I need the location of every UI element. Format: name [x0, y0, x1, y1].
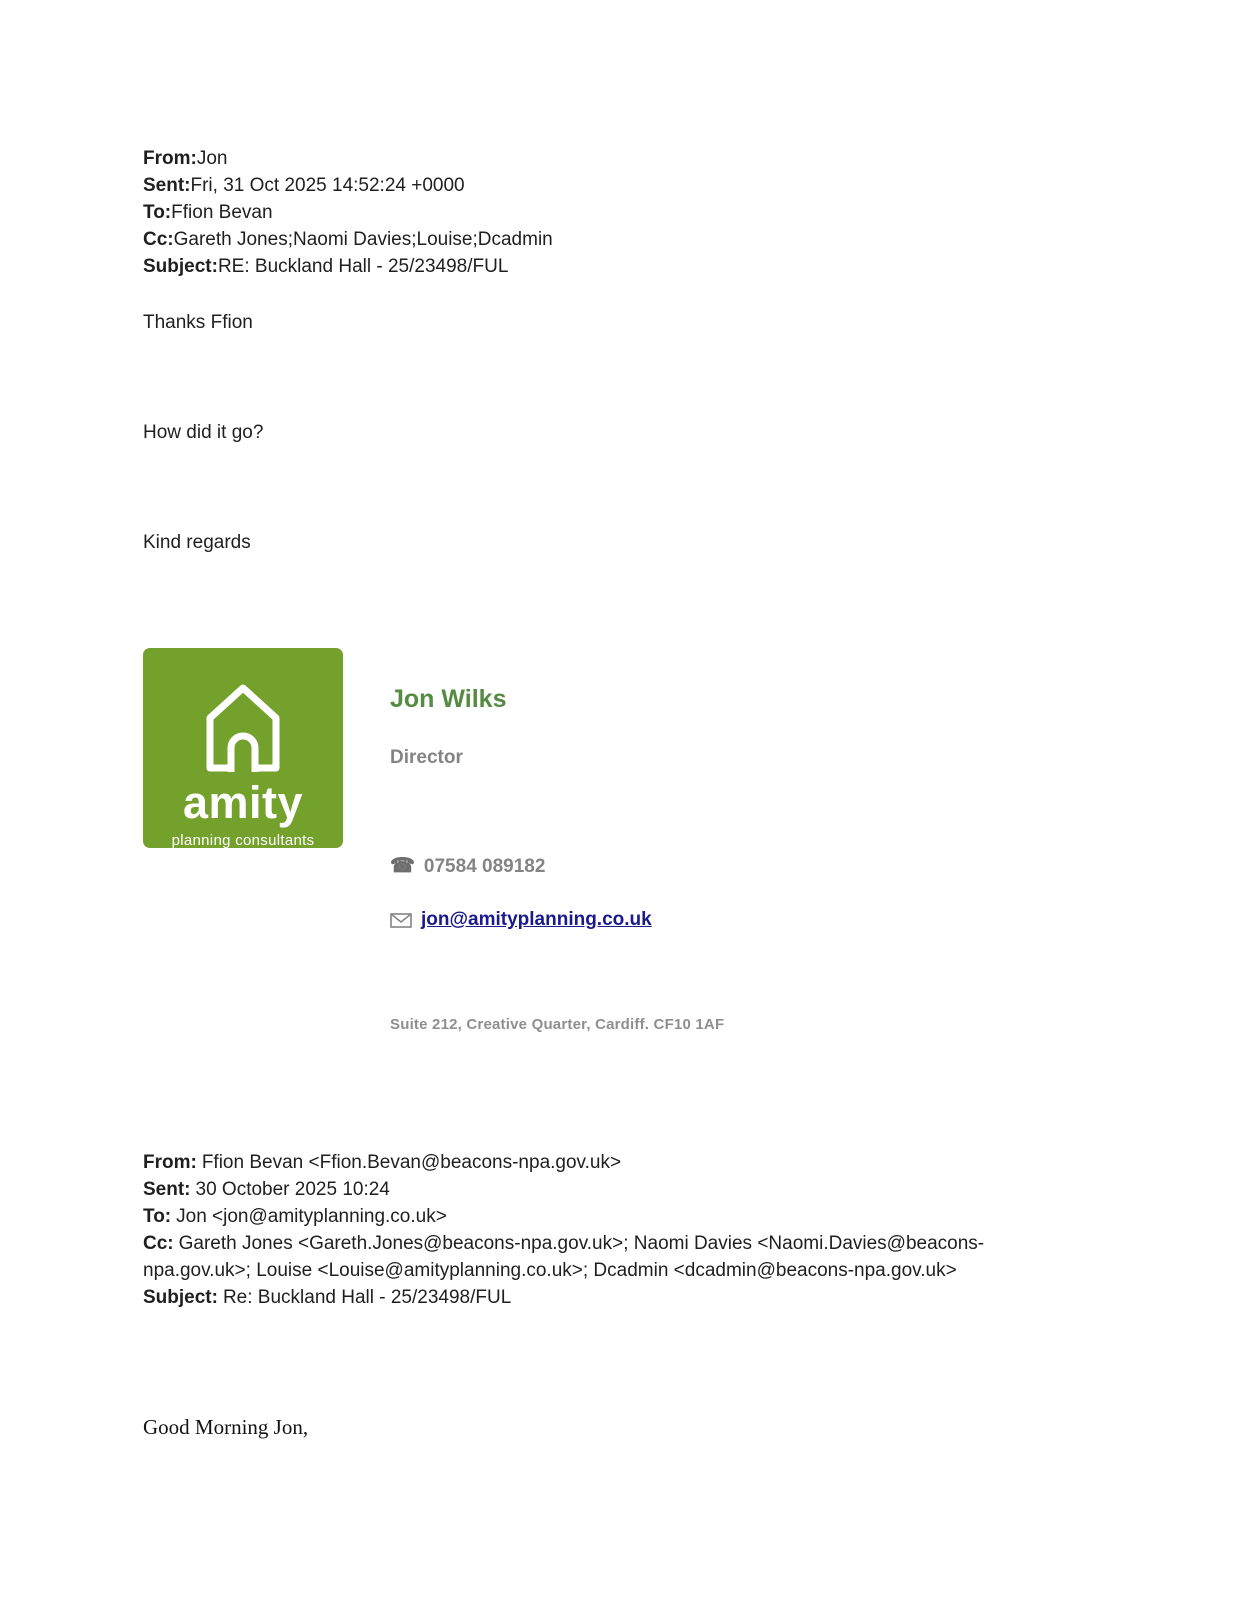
header-line-from	[143, 145, 1023, 172]
header-value: 30 October 2025 10:24	[195, 1179, 390, 1200]
header-label: Sent:	[143, 1179, 191, 1200]
phone-icon: ☎	[390, 855, 415, 877]
header-label: To:	[143, 202, 172, 223]
signature-email-line	[390, 909, 724, 931]
email-link[interactable]: jon@amityplanning.co.uk	[421, 909, 652, 930]
header-line-subject	[143, 1284, 1023, 1311]
signature-phone-line	[390, 853, 724, 878]
header-value: Gareth Jones;Naomi Davies;Louise;Dcadmin	[173, 229, 553, 250]
email2-greeting: Good Morning Jon,	[143, 1415, 309, 1439]
header-value: Jon <jon@amityplanning.co.uk>	[176, 1206, 447, 1227]
header-value: Re: Buckland Hall - 25/23498/FUL	[222, 1287, 512, 1308]
header-label: From:	[143, 1152, 197, 1173]
house-icon	[193, 680, 293, 775]
header-value: Ffion Bevan <Ffion.Bevan@beacons-npa.gov.uk>	[201, 1152, 622, 1173]
signature-details	[390, 648, 724, 1033]
email1-paragraph-question: How did it go?	[143, 422, 264, 443]
header-label: Cc:	[143, 229, 174, 250]
header-label: Subject:	[143, 1287, 218, 1308]
phone-number: 07584 089182	[423, 856, 546, 877]
header-line-cc	[143, 226, 1023, 253]
header-value: RE: Buckland Hall - 25/23498/FUL	[217, 256, 509, 277]
envelope-icon	[390, 913, 412, 928]
logo-tagline: planning consultants	[171, 832, 315, 849]
header-line-cc	[143, 1230, 1023, 1284]
header-label: To:	[143, 1206, 172, 1227]
header-line-to	[143, 1203, 1023, 1230]
header-line-to	[143, 199, 1023, 226]
email1-paragraph-regards: Kind regards	[143, 532, 251, 553]
signature-name: Jon Wilks	[390, 685, 507, 713]
signature-address: Suite 212, Creative Quarter, Cardiff. CF10 1AF	[390, 1016, 725, 1033]
header-line-sent	[143, 172, 1023, 199]
header-value: Ffion Bevan	[171, 202, 273, 223]
email1-header	[143, 145, 1023, 280]
signature-block	[143, 648, 1023, 1033]
header-line-from	[143, 1149, 1023, 1176]
header-label: Cc:	[143, 1233, 174, 1254]
email1-paragraph-thanks: Thanks Ffion	[143, 312, 253, 333]
header-value: Fri, 31 Oct 2025 14:52:24 +0000	[190, 175, 465, 196]
header-line-subject	[143, 253, 1023, 280]
signature-job-title: Director	[390, 747, 463, 768]
header-value: Jon	[196, 148, 228, 169]
logo-brand-text: amity	[182, 777, 304, 828]
header-label: Sent:	[143, 175, 191, 196]
header-value: Gareth Jones <Gareth.Jones@beacons-npa.gov.uk>; Naomi Davies <Naomi.Davies@beacons-npa.gov.uk>; Louise <Louise@amityplanning.co.uk>; Dcadmin <dcadmin@beacons-npa.gov.uk>	[143, 1233, 985, 1281]
header-label: From:	[143, 148, 197, 169]
amity-logo	[143, 648, 343, 848]
email2-header	[143, 1149, 1023, 1311]
header-line-sent	[143, 1176, 1023, 1203]
header-label: Subject:	[143, 256, 218, 277]
